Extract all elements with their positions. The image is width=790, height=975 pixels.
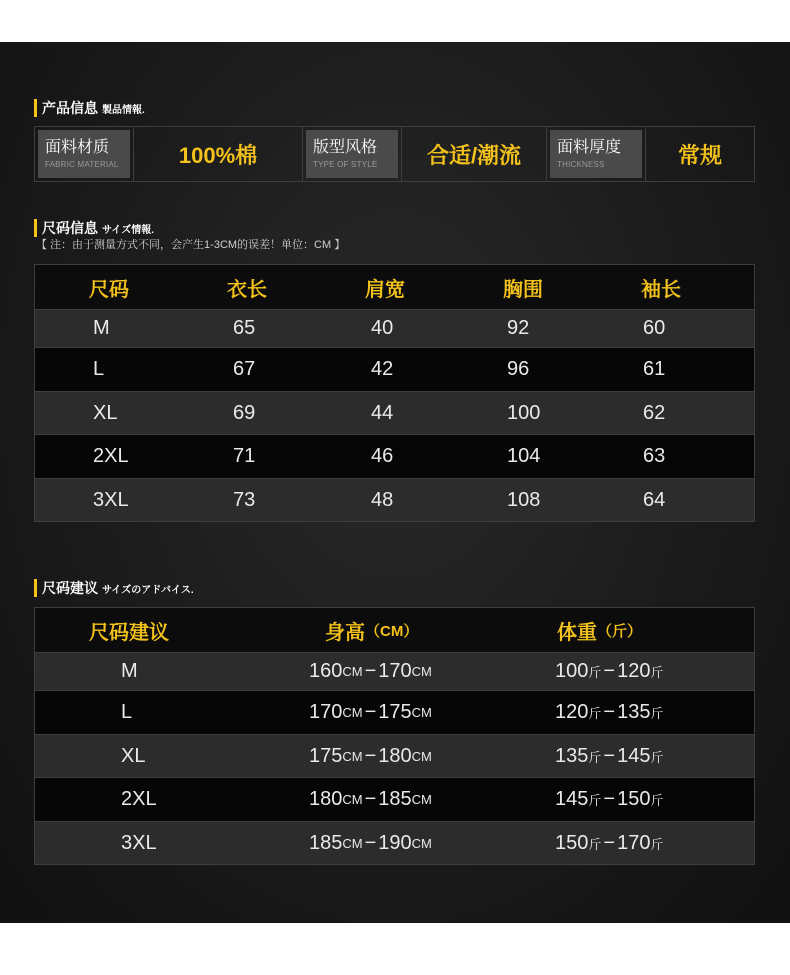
range-dash: −	[603, 831, 616, 854]
weight-unit: 斤	[588, 836, 602, 852]
advice-table-row	[35, 777, 754, 821]
size-cell: L	[93, 358, 105, 380]
size-cell: 71	[233, 445, 256, 467]
advice-size-cell: 3XL	[121, 831, 157, 854]
height-unit: CM	[411, 835, 432, 851]
weight-unit: 斤	[650, 836, 664, 852]
height-unit: CM	[342, 835, 363, 851]
size-cell: 96	[507, 358, 530, 380]
product-info-box	[34, 126, 755, 182]
size-cell: 92	[507, 317, 530, 339]
advice-weight-cell	[521, 653, 754, 690]
size-header-cell: 尺码	[89, 278, 129, 301]
weight-unit: 斤	[650, 706, 664, 721]
weight-unit: 斤	[588, 749, 602, 765]
style-type-en: TYPE OF STYLE	[313, 160, 378, 169]
height-unit: CM	[342, 664, 363, 679]
size-cell: 60	[643, 317, 666, 339]
advice-header-main: 体重	[557, 621, 597, 644]
weight-to: 145	[617, 744, 651, 767]
range-dash: −	[364, 831, 377, 854]
size-cell: 48	[371, 488, 394, 511]
size-header-cell: 袖长	[641, 278, 681, 301]
weight-unit: 斤	[588, 665, 602, 680]
style-type-value: 合适/潮流	[402, 127, 547, 181]
advice-size-cell: 2XL	[121, 788, 157, 810]
height-to: 185	[378, 788, 412, 810]
advice-size-cell: XL	[121, 744, 146, 767]
advice-table-row	[35, 652, 754, 690]
fabric-material-label	[35, 127, 134, 181]
height-unit: CM	[411, 748, 432, 764]
size-cell: 3XL	[93, 488, 129, 511]
size-cell: 61	[643, 358, 666, 380]
range-dash: −	[603, 660, 616, 682]
range-dash: −	[364, 744, 377, 767]
advice-header-unit: （CM）	[365, 622, 419, 640]
product-info-subtitle: 製品情報.	[102, 105, 145, 116]
content-panel	[0, 42, 790, 923]
size-advice-heading: 尺码建议	[42, 580, 98, 596]
height-to: 175	[378, 701, 412, 723]
height-from: 180	[309, 788, 343, 810]
size-cell: 44	[371, 401, 394, 424]
size-info-title	[34, 219, 154, 237]
size-cell: XL	[93, 401, 118, 424]
size-table-row	[35, 347, 754, 391]
size-cell: 73	[233, 488, 256, 511]
range-dash: −	[603, 744, 616, 767]
weight-unit: 斤	[588, 706, 602, 721]
size-header-cell: 衣长	[227, 278, 267, 301]
advice-table-row	[35, 821, 754, 864]
size-table-row	[35, 434, 754, 478]
size-info-subtitle: サイズ情報.	[102, 225, 154, 236]
weight-unit: 斤	[650, 749, 664, 765]
advice-table-row	[35, 734, 754, 777]
weight-from: 100	[555, 660, 589, 682]
size-cell: 104	[507, 445, 541, 467]
height-from: 175	[309, 744, 343, 767]
size-cell: 67	[233, 358, 256, 380]
range-dash: −	[603, 701, 616, 723]
size-table-header	[35, 265, 754, 309]
height-from: 185	[309, 831, 343, 854]
range-dash: −	[364, 660, 377, 682]
size-cell: 65	[233, 317, 256, 339]
advice-height-cell	[275, 778, 521, 821]
size-cell: 46	[371, 445, 394, 467]
range-dash: −	[364, 701, 377, 723]
fabric-material-zh: 面料材质	[45, 139, 110, 156]
weight-to: 135	[617, 701, 651, 723]
size-cell: 100	[507, 401, 541, 424]
range-dash: −	[603, 788, 616, 810]
advice-table-header	[35, 608, 754, 652]
advice-size-cell: L	[121, 701, 133, 723]
weight-to: 150	[617, 788, 651, 810]
measurement-note: 【 注：由于测量方式不同，会产生1-3CM的误差！单位：CM 】	[36, 239, 346, 251]
height-unit: CM	[342, 792, 363, 807]
size-table	[34, 264, 755, 522]
weight-to: 170	[617, 831, 651, 854]
weight-from: 120	[555, 701, 589, 723]
height-to: 190	[378, 831, 412, 854]
size-table-row	[35, 309, 754, 347]
advice-header-cell	[521, 608, 754, 652]
product-info-heading: 产品信息	[42, 100, 98, 116]
style-type-zh: 版型风格	[313, 139, 378, 156]
size-header-cell: 肩宽	[365, 278, 405, 301]
height-unit: CM	[411, 664, 432, 679]
size-cell: 2XL	[93, 445, 129, 467]
advice-weight-cell	[521, 735, 754, 777]
size-cell: 69	[233, 401, 256, 424]
size-advice-title	[34, 579, 194, 597]
height-from: 160	[309, 660, 343, 682]
size-cell: 108	[507, 488, 541, 511]
size-cell: 64	[643, 488, 666, 511]
advice-weight-cell	[521, 822, 754, 864]
height-unit: CM	[411, 705, 432, 720]
size-cell: 42	[371, 358, 394, 380]
size-table-row	[35, 478, 754, 521]
weight-unit: 斤	[650, 665, 664, 680]
advice-header-unit: （斤）	[597, 622, 643, 640]
height-to: 180	[378, 744, 412, 767]
fabric-material-en: FABRIC MATERIAL	[45, 160, 119, 169]
size-cell: 40	[371, 317, 394, 339]
range-dash: −	[364, 788, 377, 810]
advice-weight-cell	[521, 778, 754, 821]
thickness-en: THICKNESS	[557, 160, 605, 169]
advice-header-main: 尺码建议	[89, 621, 169, 644]
advice-weight-cell	[521, 691, 754, 734]
advice-height-cell	[275, 735, 521, 777]
weight-unit: 斤	[588, 793, 602, 808]
advice-header-cell	[35, 608, 275, 652]
size-info-heading: 尺码信息	[42, 220, 98, 236]
advice-height-cell	[275, 691, 521, 734]
height-from: 170	[309, 701, 343, 723]
style-type-label	[303, 127, 402, 181]
thickness-value: 常规	[677, 142, 722, 168]
advice-size-cell: M	[121, 660, 138, 682]
size-advice-table	[34, 607, 755, 865]
fabric-material-value: 100%棉	[134, 127, 303, 181]
advice-table-row	[35, 690, 754, 734]
thickness-zh: 面料厚度	[557, 139, 622, 156]
size-cell: 63	[643, 445, 666, 467]
product-info-title	[34, 99, 145, 117]
height-unit: CM	[411, 792, 432, 807]
advice-height-cell	[275, 822, 521, 864]
size-table-row	[35, 391, 754, 434]
weight-from: 135	[555, 744, 589, 767]
height-unit: CM	[342, 748, 363, 764]
size-cell: M	[93, 317, 110, 339]
advice-header-main: 身高	[325, 621, 365, 644]
advice-header-cell	[275, 608, 521, 652]
weight-from: 150	[555, 831, 589, 854]
size-cell: 62	[643, 401, 666, 424]
weight-to: 120	[617, 660, 651, 682]
weight-unit: 斤	[650, 793, 664, 808]
height-to: 170	[378, 660, 412, 682]
thickness-label	[547, 127, 646, 181]
weight-from: 145	[555, 788, 589, 810]
height-unit: CM	[342, 705, 363, 720]
size-advice-subtitle: サイズのアドバイス.	[102, 585, 194, 596]
advice-height-cell	[275, 653, 521, 690]
size-header-cell: 胸围	[503, 278, 543, 301]
